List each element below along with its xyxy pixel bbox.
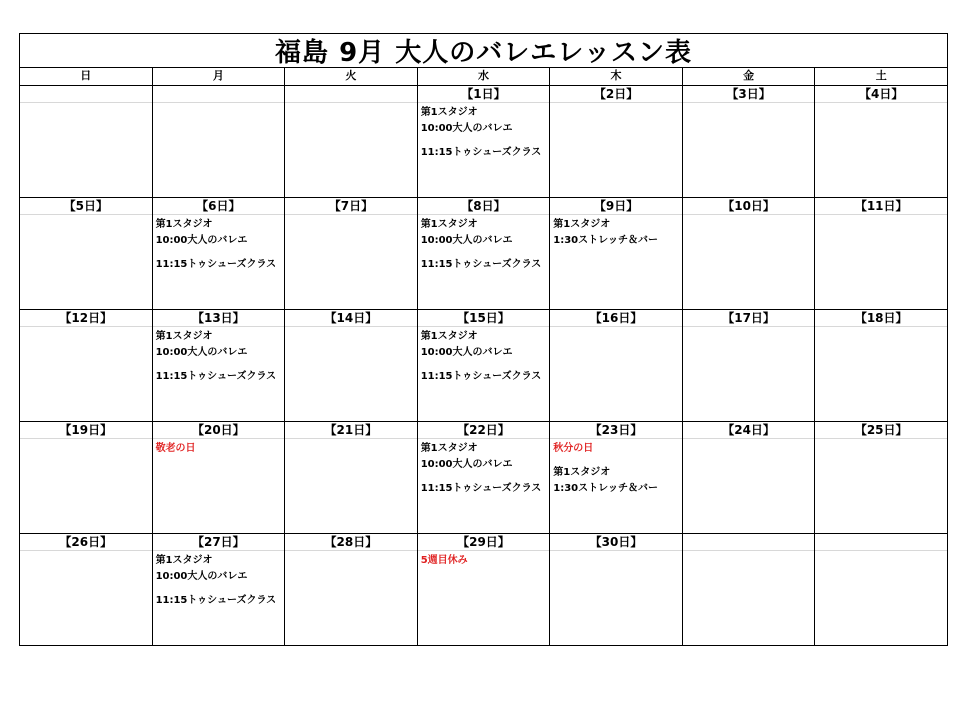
day-date-label — [20, 86, 152, 103]
day-date-label: 【22日】 — [418, 422, 550, 439]
class-entry: 11:15トゥシューズクラス — [420, 371, 542, 382]
class-entry: 11:15トゥシューズクラス — [420, 483, 542, 494]
spacer — [156, 361, 285, 369]
weekday-friday: 金 — [682, 68, 815, 86]
day-cell — [815, 310, 948, 422]
class-entry: 11:15トゥシューズクラス — [420, 259, 542, 270]
class-entry: 第1スタジオ — [155, 555, 213, 566]
day-date-label: 【21日】 — [285, 422, 417, 439]
day-events — [153, 103, 285, 105]
week-row — [20, 534, 948, 646]
day-events — [418, 439, 550, 497]
day-events — [683, 103, 815, 105]
day-events — [418, 103, 550, 161]
day-cell — [550, 86, 683, 198]
day-events — [815, 215, 947, 217]
day-date-label: 【3日】 — [683, 86, 815, 103]
spacer — [421, 361, 550, 369]
day-events — [550, 327, 682, 329]
day-events — [550, 551, 682, 553]
day-cell — [20, 534, 153, 646]
day-events — [418, 327, 550, 385]
day-date-label: 【16日】 — [550, 310, 682, 327]
class-entry: 10:00大人のバレエ — [155, 571, 248, 582]
week-row — [20, 310, 948, 422]
day-cell — [417, 310, 550, 422]
day-cell — [550, 198, 683, 310]
day-date-label: 【12日】 — [20, 310, 152, 327]
day-events — [20, 551, 152, 553]
spacer — [421, 473, 550, 481]
day-date-label: 【15日】 — [418, 310, 550, 327]
holiday-note: 5週目休み — [420, 555, 468, 566]
day-events — [683, 551, 815, 553]
class-entry: 第1スタジオ — [420, 443, 478, 454]
day-date-label: 【14日】 — [285, 310, 417, 327]
day-cell — [20, 198, 153, 310]
weekday-sunday: 日 — [20, 68, 153, 86]
day-events — [20, 103, 152, 105]
spacer — [156, 585, 285, 593]
day-date-label: 【11日】 — [815, 198, 947, 215]
day-events — [285, 327, 417, 329]
day-events — [20, 439, 152, 441]
weekday-tuesday: 火 — [285, 68, 418, 86]
day-cell — [815, 86, 948, 198]
calendar-table — [19, 67, 948, 646]
day-date-label — [153, 86, 285, 103]
day-date-label: 【23日】 — [550, 422, 682, 439]
class-entry: 11:15トゥシューズクラス — [420, 147, 542, 158]
class-entry: 10:00大人のバレエ — [420, 235, 513, 246]
week-row — [20, 86, 948, 198]
day-events — [550, 103, 682, 105]
class-entry: 10:00大人のバレエ — [155, 347, 248, 358]
day-cell — [550, 310, 683, 422]
day-cell — [682, 198, 815, 310]
day-cell — [682, 422, 815, 534]
day-cell — [285, 86, 418, 198]
spacer — [553, 457, 682, 465]
day-events — [418, 551, 550, 569]
holiday-note: 敬老の日 — [155, 443, 196, 454]
day-date-label: 【4日】 — [815, 86, 947, 103]
day-cell — [285, 534, 418, 646]
day-date-label: 【29日】 — [418, 534, 550, 551]
day-date-label: 【30日】 — [550, 534, 682, 551]
class-entry: 第1スタジオ — [553, 467, 611, 478]
day-cell — [152, 86, 285, 198]
day-cell — [417, 86, 550, 198]
spacer — [421, 137, 550, 145]
day-cell — [285, 198, 418, 310]
weekday-saturday: 土 — [815, 68, 948, 86]
spacer — [156, 249, 285, 257]
day-events — [550, 439, 682, 497]
day-events — [285, 215, 417, 217]
day-cell — [417, 422, 550, 534]
day-events — [285, 439, 417, 441]
day-date-label: 【20日】 — [153, 422, 285, 439]
day-date-label: 【24日】 — [683, 422, 815, 439]
day-events — [683, 327, 815, 329]
day-cell — [682, 310, 815, 422]
day-events — [815, 439, 947, 441]
class-entry: 10:00大人のバレエ — [420, 459, 513, 470]
day-date-label: 【18日】 — [815, 310, 947, 327]
day-date-label: 【9日】 — [550, 198, 682, 215]
day-events — [418, 215, 550, 273]
day-date-label: 【2日】 — [550, 86, 682, 103]
day-events — [153, 327, 285, 385]
day-date-label: 【8日】 — [418, 198, 550, 215]
class-entry: 第1スタジオ — [553, 219, 611, 230]
day-events — [20, 215, 152, 217]
day-date-label: 【28日】 — [285, 534, 417, 551]
class-entry: 第1スタジオ — [155, 331, 213, 342]
class-entry: 10:00大人のバレエ — [155, 235, 248, 246]
day-cell — [417, 534, 550, 646]
class-entry: 1:30ストレッチ＆バー — [553, 483, 659, 494]
day-events — [683, 215, 815, 217]
weekday-thursday: 木 — [550, 68, 683, 86]
day-cell — [815, 422, 948, 534]
day-events — [815, 327, 947, 329]
day-date-label: 【7日】 — [285, 198, 417, 215]
day-events — [285, 103, 417, 105]
weekday-header-row — [20, 68, 948, 86]
day-date-label — [285, 86, 417, 103]
weekday-monday: 月 — [152, 68, 285, 86]
day-cell — [20, 310, 153, 422]
day-cell — [152, 534, 285, 646]
day-events — [153, 551, 285, 609]
day-date-label: 【25日】 — [815, 422, 947, 439]
day-date-label — [815, 534, 947, 551]
day-events — [285, 551, 417, 553]
day-events — [815, 551, 947, 553]
class-entry: 第1スタジオ — [420, 331, 478, 342]
schedule-sheet — [19, 33, 948, 646]
class-entry: 10:00大人のバレエ — [420, 347, 513, 358]
class-entry: 11:15トゥシューズクラス — [155, 259, 277, 270]
day-cell — [20, 86, 153, 198]
day-cell — [285, 422, 418, 534]
day-cell — [417, 198, 550, 310]
day-cell — [285, 310, 418, 422]
class-entry: 1:30ストレッチ＆バー — [553, 235, 659, 246]
class-entry: 10:00大人のバレエ — [420, 123, 513, 134]
day-events — [153, 439, 285, 457]
week-row — [20, 422, 948, 534]
day-date-label — [683, 534, 815, 551]
day-date-label: 【26日】 — [20, 534, 152, 551]
class-entry: 11:15トゥシューズクラス — [155, 595, 277, 606]
day-date-label: 【27日】 — [153, 534, 285, 551]
weekday-wednesday: 水 — [417, 68, 550, 86]
class-entry: 11:15トゥシューズクラス — [155, 371, 277, 382]
day-events — [683, 439, 815, 441]
day-cell — [815, 534, 948, 646]
day-date-label: 【17日】 — [683, 310, 815, 327]
day-cell — [152, 310, 285, 422]
day-cell — [550, 422, 683, 534]
day-events — [815, 103, 947, 105]
holiday-note: 秋分の日 — [553, 443, 594, 454]
day-cell — [682, 86, 815, 198]
day-date-label: 【10日】 — [683, 198, 815, 215]
day-events — [550, 215, 682, 249]
page-title: 福島 9月 大人のバレエレッスン表 — [275, 38, 692, 68]
week-row — [20, 198, 948, 310]
title-row — [19, 33, 948, 67]
day-cell — [550, 534, 683, 646]
calendar-body — [20, 86, 948, 646]
day-date-label: 【13日】 — [153, 310, 285, 327]
day-cell — [152, 198, 285, 310]
day-cell — [152, 422, 285, 534]
day-date-label: 【6日】 — [153, 198, 285, 215]
day-events — [20, 327, 152, 329]
spacer — [421, 249, 550, 257]
day-cell — [20, 422, 153, 534]
day-date-label: 【19日】 — [20, 422, 152, 439]
class-entry: 第1スタジオ — [420, 107, 478, 118]
day-events — [153, 215, 285, 273]
day-date-label: 【5日】 — [20, 198, 152, 215]
day-cell — [815, 198, 948, 310]
day-cell — [682, 534, 815, 646]
day-date-label: 【1日】 — [418, 86, 550, 103]
class-entry: 第1スタジオ — [155, 219, 213, 230]
class-entry: 第1スタジオ — [420, 219, 478, 230]
